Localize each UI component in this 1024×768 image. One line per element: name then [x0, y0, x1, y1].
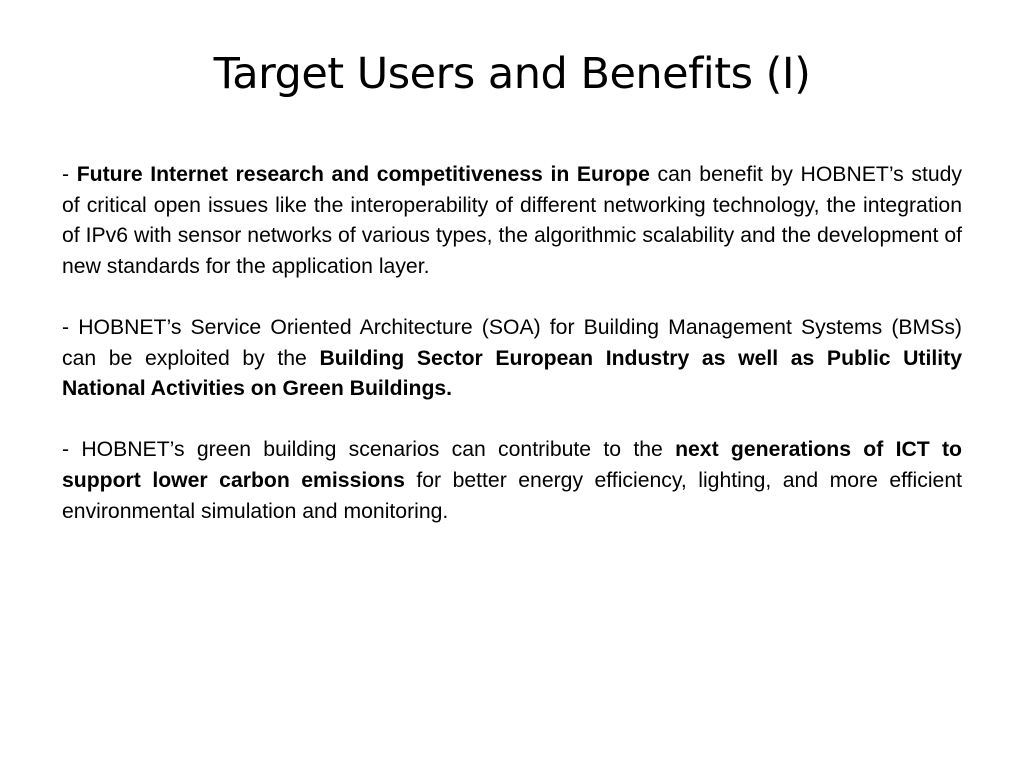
bullet-text: HOBNET’s Service Oriented Architecture (SOA) for Building Management Systems (BMSs) can be exploited by the	[62, 315, 962, 370]
bullet-dash: -	[62, 315, 79, 339]
slide-title: Target Users and Benefits (I)	[213, 49, 811, 99]
slide-body	[62, 160, 962, 558]
bullet-text: for better energy efficiency, lighting, and more efficient environmental simulation and monitoring.	[62, 468, 962, 523]
bullet-text: HOBNET’s green building scenarios can contribute to the	[81, 438, 676, 462]
bullet-bold-text: next generations of ICT to support lower carbon emissions	[62, 438, 962, 492]
bullet-text: can benefit by HOBNET’s study of critical open issues like the interoperability of different networking technology, the integration of IPv6 with sensor networks of various types, the algorithmic scalability and the development of new standards for the application layer.	[62, 163, 962, 278]
bullet-bold-text: Building Sector European Industry as well as Public Utility National Activities on Green Buildings.	[62, 346, 962, 401]
bullet-soa	[62, 313, 962, 405]
bullet-green-building	[62, 435, 962, 527]
bullet-bold-text: Future Internet research and competitiveness in Europe	[76, 163, 650, 186]
bullet-dash: -	[62, 163, 77, 186]
bullet-dash: -	[62, 438, 82, 462]
bullet-future-internet	[62, 160, 962, 282]
